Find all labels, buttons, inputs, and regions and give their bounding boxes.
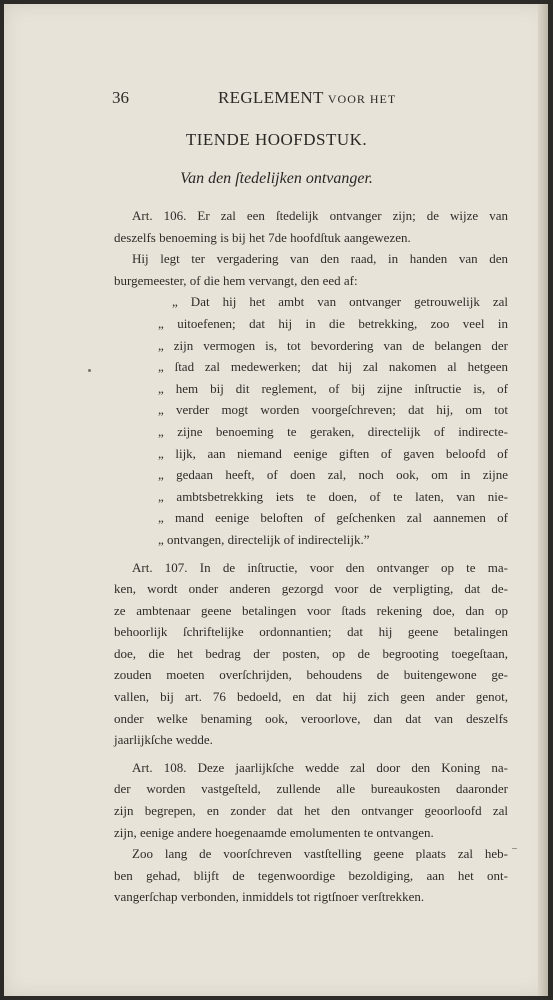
text-line: zouden moeten overſchrijden, behoudens de buitengewone ge- [114,667,508,683]
text-line: Art. 106. Er zal een ſtedelijk ontvanger zijn; de wijze van [132,208,508,223]
text-line: „ uitoefenen; dat hij in die betrekking, zoo veel in [158,315,508,331]
section-title: Van den ſtedelijken ontvanger. [180,170,373,187]
running-title-small-caps: VOOR HET [327,92,397,106]
text-line: der worden vastgeſteld, zullende alle bureaukosten daaronder [114,781,508,797]
body-text [114,205,508,908]
page-number: 36 [112,88,129,107]
text-line: „ mand eenige beloften of geſchenken zal aannemen of [158,510,508,526]
text-line: „ verder mogt worden voorgeſchreven; dat hij, om tot [158,402,508,418]
text-line: behoorlijk ſchriftelijke ordonnantien; dat hij geene betalingen [114,624,508,640]
paper-speck [512,848,517,849]
text-line: „ ontvangen, directelijk of indirectelijk.” [158,531,370,547]
running-title [218,88,396,108]
text-line: deszelfs benoeming is bij het 7de hoofdſtuk aangewezen. [114,229,411,245]
text-line: vallen, bij art. 76 bedoeld, en dat hij zich geen ander genot, [114,689,508,705]
text-line: Art. 108. Deze jaarlijkſche wedde zal door den Koning na- [132,759,508,775]
text-line: „ ſtad zal medewerken; dat hij zal nakomen al hetgeen [158,359,508,375]
text-line: jaarlijkſche wedde. [114,732,213,748]
text-line: ben gehad, blijft de tegenwoordige bezoldiging, aan het ont- [114,867,508,883]
text-line: Hij legt ter vergadering van den raad, in handen van den [132,251,508,267]
text-line: zijn begrepen, en zonder dat het den ontvanger geoorloofd zal [114,803,508,819]
text-line: „ gedaan heeft, of doen zal, noch ook, om in zijne [158,467,508,483]
text-line: zijn, eenige andere hoegenaamde emolumenten te ontvangen. [114,824,434,840]
text-line: doe, die het bedrag der posten, op de begrooting toegeſtaan, [114,645,508,661]
text-line: „ ambtsbetrekking iets te doen, of te laten, van nie- [158,488,508,504]
text-line: „ zijne benoeming te geraken, directelijk of indirecte- [158,423,508,439]
chapter-heading: TIENDE HOOFDSTUK. [185,130,368,149]
text-line: onder welke benaming ook, veroorlove, dan dat van deszelfs [114,710,508,726]
text-line: ken, wordt onder anderen gezorgd voor de verpligting, dat de- [114,581,508,597]
text-line: „ lijk, aan niemand eenige giften of gaven beloofd of [158,445,508,461]
text-line: burgemeester, of die hem vervangt, den eed af: [114,272,358,288]
margin-mark [88,369,91,372]
text-line: „ hem bij dit reglement, of bij zijne inſtructie is, of [158,380,508,396]
text-line: Art. 107. In de inſtructie, voor den ontvanger op te ma- [132,559,508,575]
text-line: vangerſchap verbonden, inmiddels tot rigtſnoer verſtrekken. [114,889,425,905]
text-line: „ zijn vermogen is, tot bevordering van de belangen der [158,337,508,353]
page-edge-shadow [538,4,548,996]
running-title-main: REGLEMENT [218,88,324,107]
text-line: Zoo lang de voorſchreven vastſtelling geene plaats zal heb- [132,846,508,862]
text-line: „ Dat hij het ambt van ontvanger getrouwelijk zal [172,294,508,310]
text-line: ze ambtenaar geene betalingen voor ſtads rekening doe, dan op [114,602,508,618]
